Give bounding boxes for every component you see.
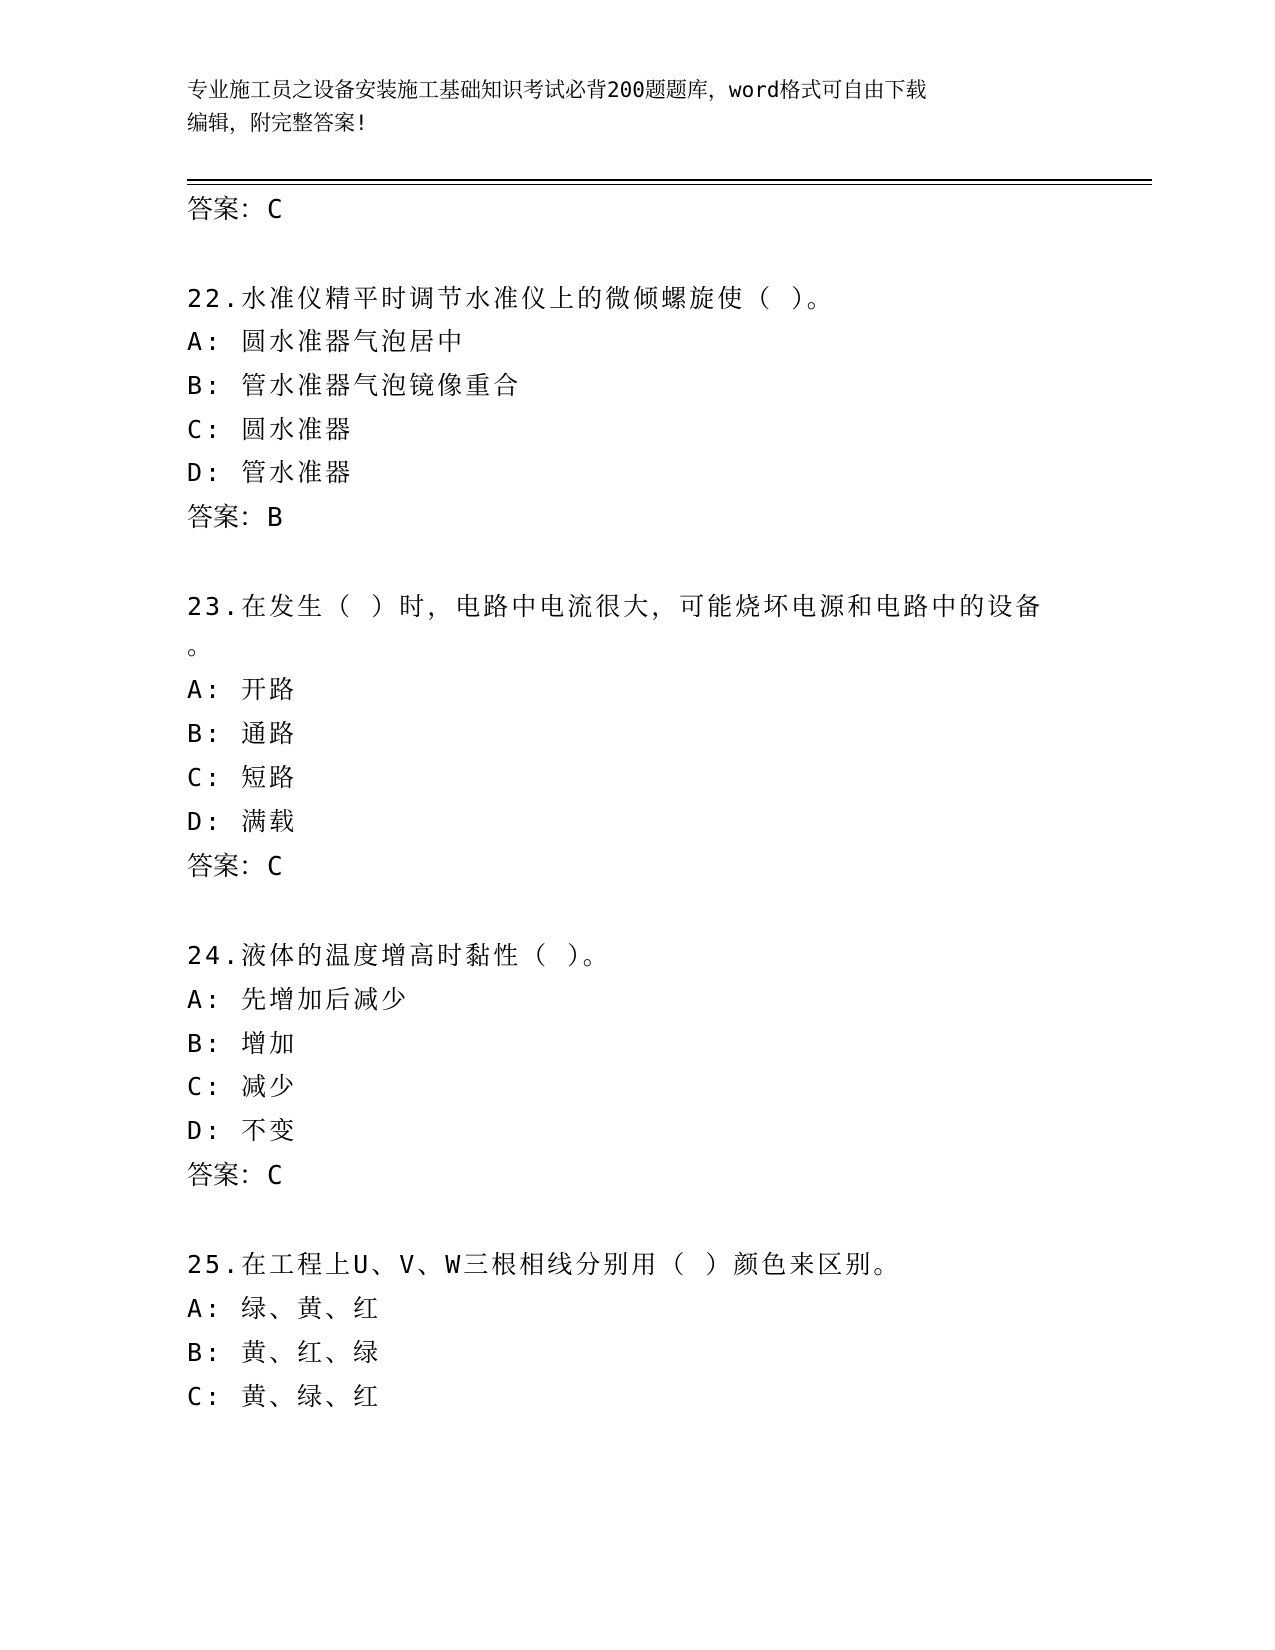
option-b: B: 通路 (187, 719, 298, 748)
option-a: A: 圆水准器气泡居中 (187, 327, 466, 356)
option-c: C: 黄、绿、红 (187, 1382, 382, 1411)
answer-line (187, 851, 283, 883)
question-stem-continuation: 。 (187, 631, 216, 660)
option-b: B: 增加 (187, 1029, 298, 1058)
answer-value: C (267, 852, 283, 882)
answer-line (187, 1160, 283, 1192)
header-rule-thick (187, 179, 1152, 181)
answer-value: C (267, 1161, 283, 1191)
question-stem: 22.水准仪精平时调节水准仪上的微倾螺旋使（ ）。 (187, 284, 835, 313)
option-d: D: 不变 (187, 1116, 298, 1145)
answer-value: B (267, 503, 283, 533)
option-a: A: 绿、黄、红 (187, 1294, 382, 1323)
header-rule-thin (187, 184, 1152, 185)
answer-line (187, 194, 283, 226)
option-c: C: 减少 (187, 1072, 298, 1101)
answer-label: 答案： (187, 503, 266, 533)
option-a: A: 开路 (187, 675, 298, 704)
answer-label: 答案： (187, 195, 266, 225)
answer-line (187, 502, 283, 534)
option-c: C: 短路 (187, 763, 298, 792)
option-b: B: 黄、红、绿 (187, 1338, 382, 1367)
question-stem: 24.液体的温度增高时黏性（ ）。 (187, 941, 611, 970)
option-b: B: 管水准器气泡镜像重合 (187, 371, 522, 400)
header-line-2: 编辑，附完整答案! (187, 111, 368, 135)
option-d: D: 满载 (187, 807, 298, 836)
answer-label: 答案： (187, 1161, 266, 1191)
answer-label: 答案： (187, 852, 266, 882)
answer-value: C (267, 195, 283, 225)
header-line-1: 专业施工员之设备安装施工基础知识考试必背200题题库，word格式可自由下载 (187, 78, 927, 102)
option-a: A: 先增加后减少 (187, 985, 410, 1014)
option-d: D: 管水准器 (187, 458, 354, 487)
question-stem: 23.在发生（ ）时，电路中电流很大，可能烧坏电源和电路中的设备 (187, 592, 1044, 621)
question-stem: 25.在工程上U、V、W三根相线分别用（ ）颜色来区别。 (187, 1250, 902, 1279)
document-header (187, 74, 1067, 140)
option-c: C: 圆水准器 (187, 415, 354, 444)
